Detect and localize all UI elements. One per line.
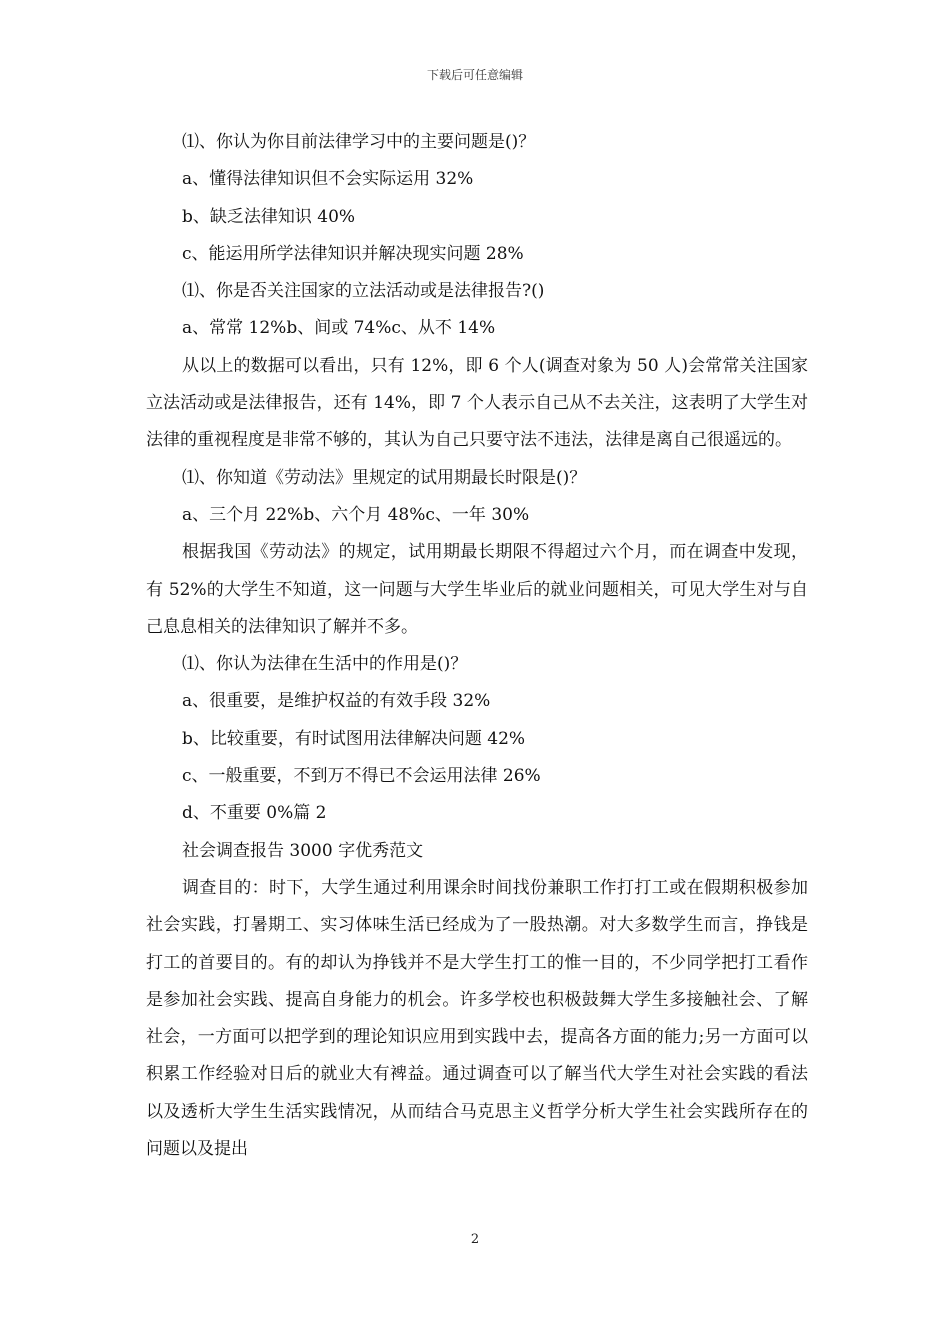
question-4: ⑴、你认为法律在生活中的作用是()？ [182, 654, 468, 675]
section-title: 社会调查报告 3000 字优秀范文 [182, 840, 424, 861]
paragraph-analysis-2: 根据我国《劳动法》的规定，试用期最长期限不得超过六个月，而在调查中发现，有 52%的大学生不知道，这一问题与大学生毕业后的就业问题相关，可见大学生对与自己息息相关的法律知识了解并不多。 [146, 542, 808, 637]
paragraph-purpose: 调查目的：时下，大学生通过利用课余时间找份兼职工作打打工或在假期积极参加社会实践，打暑期工、实习体味生活已经成为了一股热潮。对大多数学生而言，挣钱是打工的首要目的。有的却认为挣钱并不是大学生打工的惟一目的，不少同学把打工看作是参加社会实践、提高自身能力的机会。许多学校也积极鼓舞大学生多接触社会、了解社会，一方面可以把学到的理论知识应用到实践中去，提高各方面的能力;另一方面可以积累工作经验对日后的就业大有裨益。通过调查可以了解当代大学生对社会实践的看法以及透析大学生生活实践情况，从而结合马克思主义哲学分析大学生社会实践所存在的问题以及提出 [146, 877, 808, 1160]
answer-4b: b、比较重要，有时试图用法律解决问题 42% [182, 728, 526, 749]
answer-4c: c、一般重要，不到万不得已不会运用法律 26% [182, 766, 541, 787]
question-3: ⑴、你知道《劳动法》里规定的试用期最长时限是()？ [182, 467, 587, 488]
question-2: ⑴、你是否关注国家的立法活动或是法律报告?() [182, 281, 545, 302]
answer-4d: d、不重要 0%篇 2 [182, 803, 327, 824]
answer-3: a、三个月 22%b、六个月 48%c、一年 30% [182, 504, 530, 525]
page-header-note: 下载后可任意编辑 [426, 68, 523, 82]
answer-4a: a、很重要，是维护权益的有效手段 32% [182, 691, 491, 712]
page-number: 2 [470, 1232, 480, 1247]
answer-1a: a、懂得法律知识但不会实际运用 32% [182, 169, 474, 190]
answer-1b: b、缺乏法律知识 40% [182, 206, 356, 227]
question-1: ⑴、你认为你目前法律学习中的主要问题是()？ [182, 132, 536, 152]
answer-2: a、常常 12%b、间或 74%c、从不 14% [182, 318, 496, 339]
document-body [146, 124, 808, 1168]
paragraph-analysis-1: 从以上的数据可以看出，只有 12%，即 6 个人(调查对象为 50 人)会常常关注国家立法活动或是法律报告，还有 14%，即 7 个人表示自己从不去关注，这表明了大学生对法律的重视程度是非常不够的，其认为自己只要守法不违法，法律是离自己很遥远的。 [146, 355, 808, 451]
answer-1c: c、能运用所学法律知识并解决现实问题 28% [182, 243, 524, 264]
